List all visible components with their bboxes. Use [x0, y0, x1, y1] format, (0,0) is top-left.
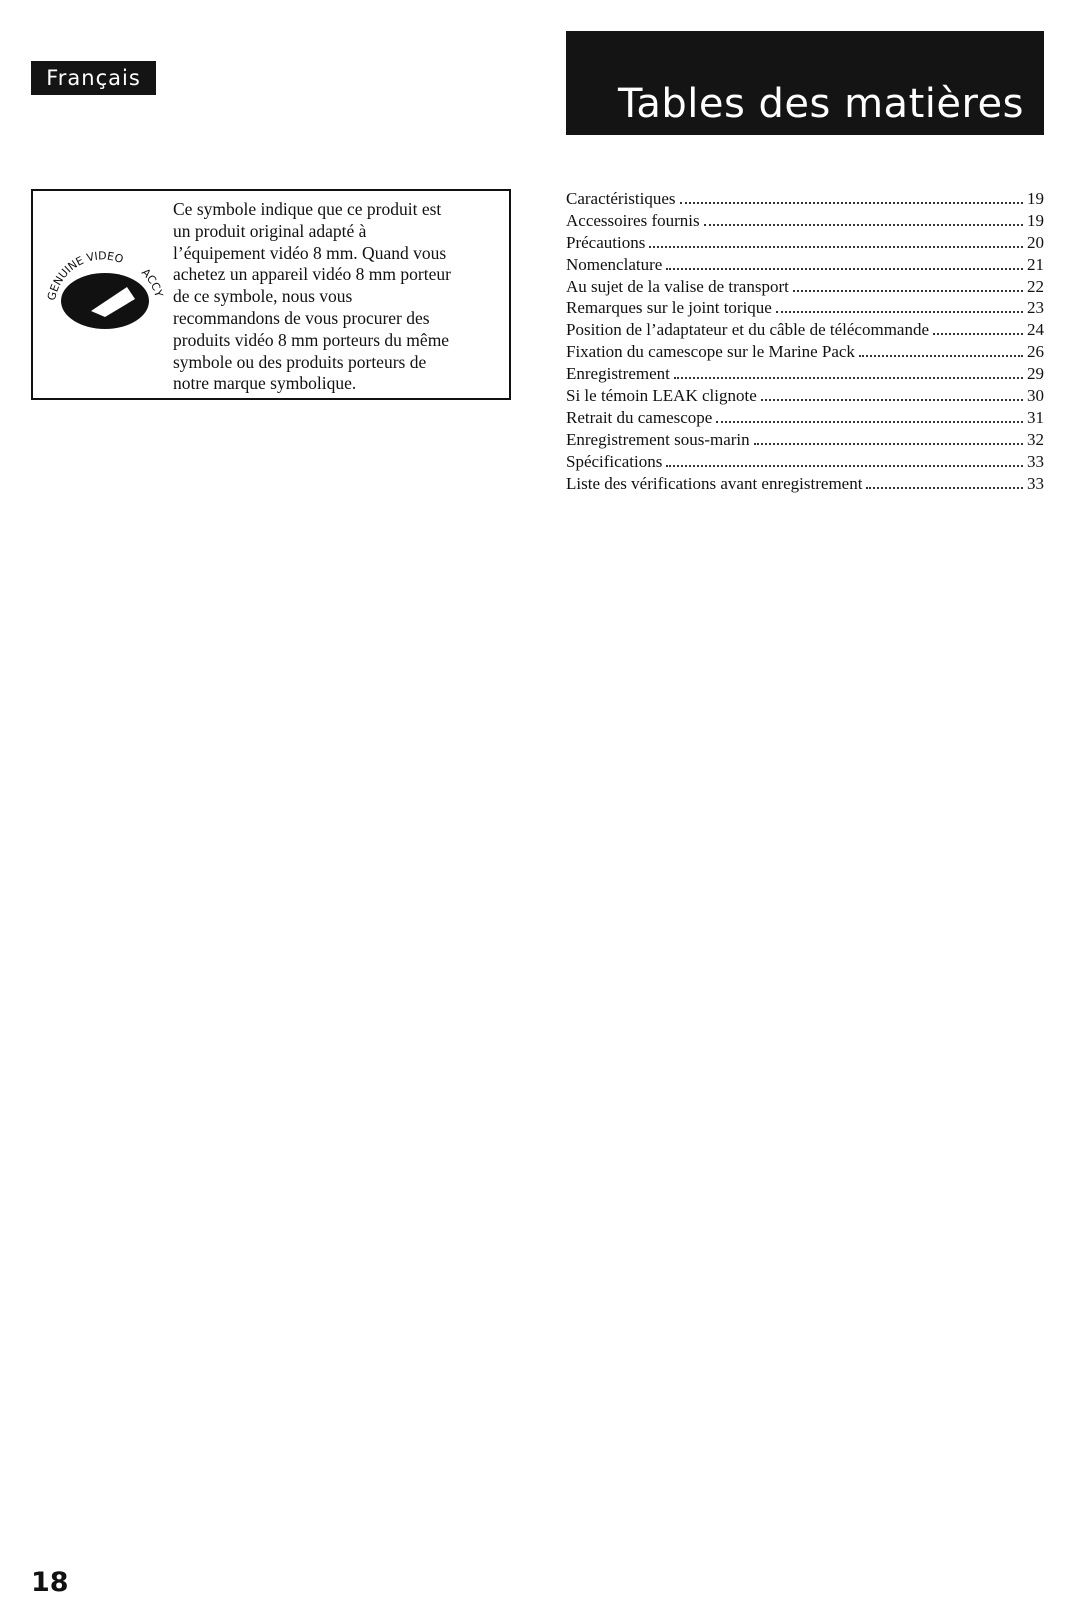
toc-entry — [566, 429, 1044, 451]
toc-entry-title: Enregistrement sous-marin — [566, 429, 750, 449]
toc-leader-dots — [704, 224, 1023, 226]
toc-entry-title: Si le témoin LEAK clignote — [566, 386, 757, 406]
toc-entry — [566, 297, 1044, 319]
toc-entry-title: Enregistrement — [566, 364, 670, 384]
toc-entry-page: 19 — [1027, 210, 1044, 230]
toc-entry-title: Nomenclature — [566, 254, 663, 274]
toc-entry — [566, 407, 1044, 429]
toc-entry-title: Caractéristiques — [566, 189, 676, 208]
toc-entry-page: 32 — [1027, 429, 1044, 449]
toc-leader-dots — [674, 377, 1023, 379]
toc-leader-dots — [776, 311, 1023, 313]
toc-entry-title: Position de l’adaptateur et du câble de télécommande — [566, 320, 930, 340]
toc-entry — [566, 188, 1044, 210]
symbol-description: Ce symbole indique que ce produit est un produit original adapté à l’équipement vidéo 8 mm. Quand vous achetez un appareil vidéo 8 mm porteur de ce symbole, nous vous recommandons de vous procurer des produits vidéo 8 mm porteurs du même symbole ou des produits porteurs de notre marque symbolique. — [173, 199, 451, 394]
toc-leader-dots — [754, 443, 1023, 445]
toc-entry-title: Précautions — [566, 232, 646, 252]
logo-disc — [61, 273, 149, 329]
toc-leader-dots — [716, 421, 1023, 423]
toc-entry-page: 26 — [1027, 342, 1044, 362]
toc-entry-page: 33 — [1027, 451, 1044, 471]
toc-entry — [566, 385, 1044, 407]
toc-entry — [566, 319, 1044, 341]
genuine-video-accessory-logo-icon — [45, 243, 165, 333]
toc-entry-page: 30 — [1027, 386, 1044, 406]
toc-entry — [566, 473, 1044, 495]
toc-entry-page: 24 — [1027, 320, 1044, 340]
genuine-video-notice — [31, 189, 511, 400]
toc-entry-page: 19 — [1027, 189, 1044, 208]
logo-arc-text-right-path: ACCY — [138, 265, 165, 299]
page-number: 18 — [31, 1567, 69, 1598]
page-title: Tables des matières — [618, 81, 1024, 127]
toc-entry-title: Retrait du camescope — [566, 407, 713, 427]
toc-leader-dots — [933, 333, 1023, 335]
toc-leader-dots — [680, 202, 1023, 204]
toc-entry — [566, 210, 1044, 232]
language-badge: Français — [31, 61, 156, 95]
toc-entry — [566, 451, 1044, 473]
toc-entry-title: Fixation du camescope sur le Marine Pack — [566, 342, 855, 362]
toc-entry-page: 29 — [1027, 364, 1044, 384]
toc-entry — [566, 341, 1044, 363]
toc-entry-page: 22 — [1027, 276, 1044, 296]
toc-leader-dots — [761, 399, 1023, 401]
toc-leader-dots — [866, 487, 1023, 489]
toc-entry-page: 20 — [1027, 232, 1044, 252]
toc-entry-title: Remarques sur le joint torique — [566, 298, 772, 318]
toc-entry-title: Accessoires fournis — [566, 210, 700, 230]
toc-entry-page: 33 — [1027, 473, 1044, 493]
title-banner — [566, 31, 1044, 135]
toc-entry-page: 31 — [1027, 407, 1044, 427]
toc-entry-title: Spécifications — [566, 451, 663, 471]
toc-entry-page: 21 — [1027, 254, 1044, 274]
toc-entry — [566, 254, 1044, 276]
logo-arc-text-top-path: GENUINE VIDEO — [45, 249, 125, 302]
toc-entry-title: Au sujet de la valise de transport — [566, 276, 789, 296]
toc-entry — [566, 363, 1044, 385]
toc-entry-title: Liste des vérifications avant enregistrement — [566, 473, 863, 493]
toc-leader-dots — [649, 246, 1023, 248]
toc-leader-dots — [666, 268, 1023, 270]
toc-leader-dots — [666, 465, 1023, 467]
toc-leader-dots — [859, 355, 1023, 357]
toc-entry — [566, 276, 1044, 298]
toc-entry — [566, 232, 1044, 254]
toc-entry-page: 23 — [1027, 298, 1044, 318]
toc-leader-dots — [793, 290, 1023, 292]
table-of-contents — [566, 188, 1044, 494]
